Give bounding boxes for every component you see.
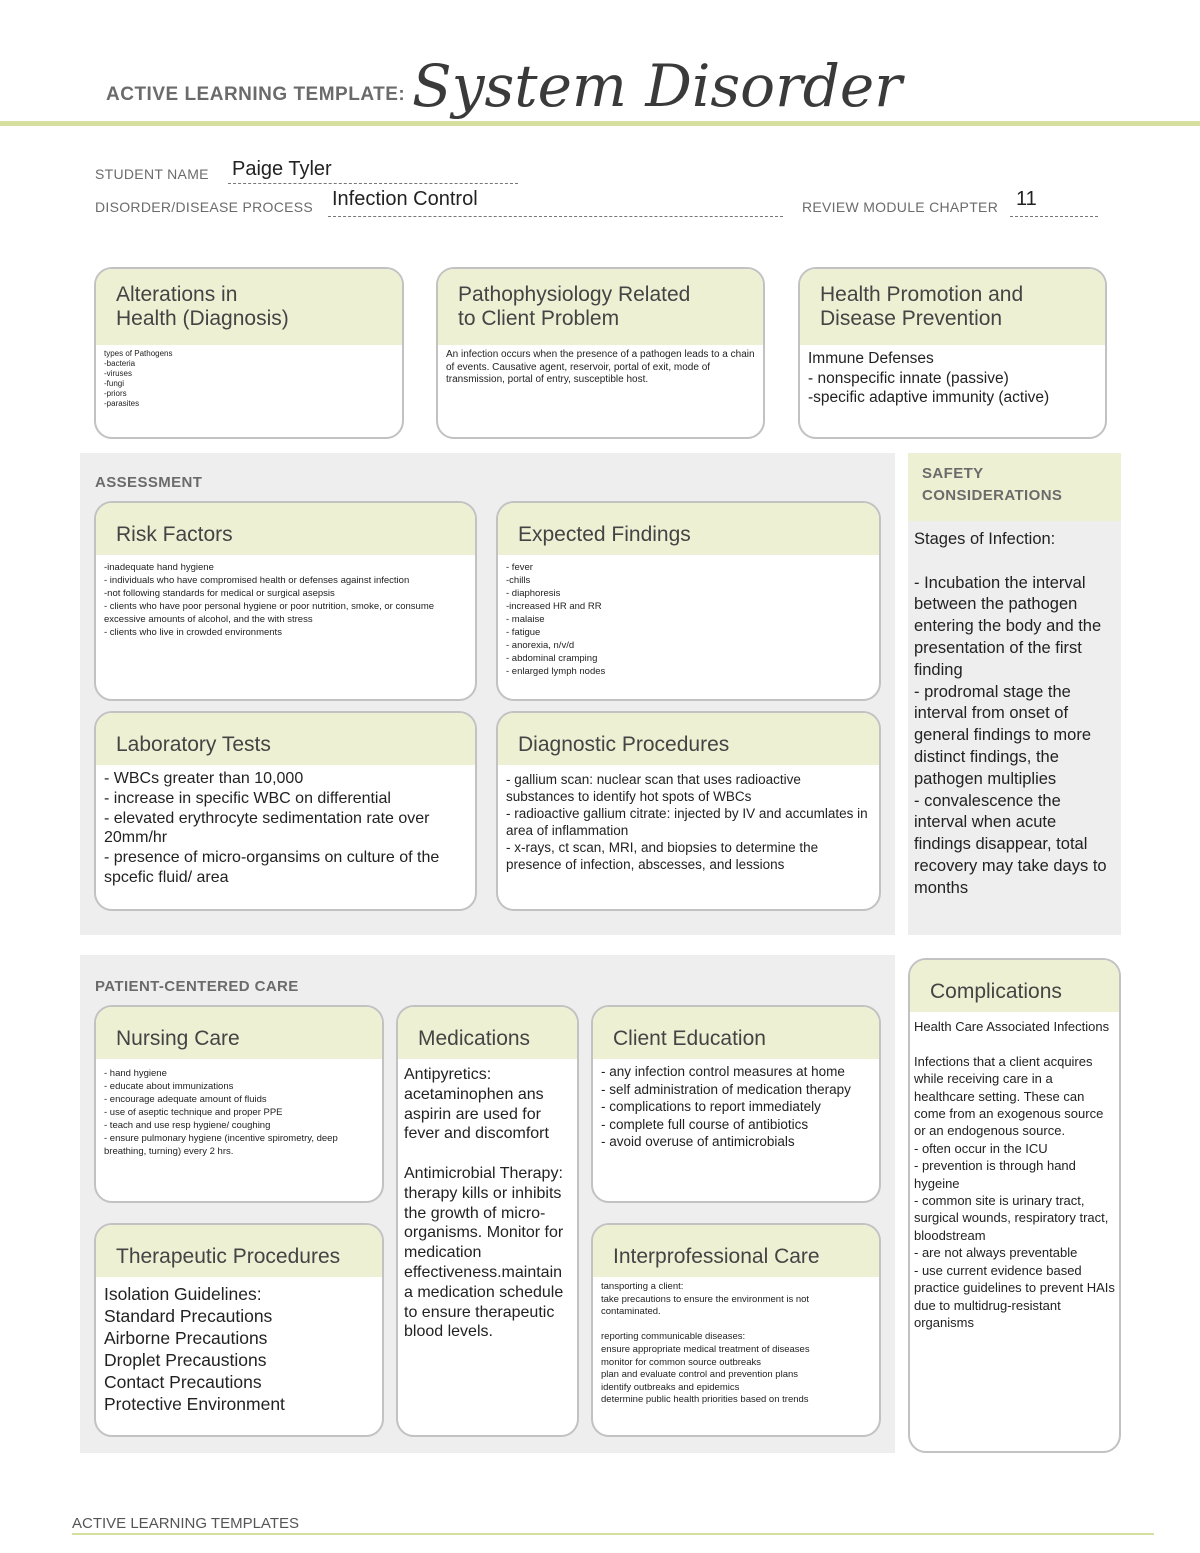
therapeutic-procedures-box xyxy=(94,1223,384,1437)
diagnostic-procedures-box xyxy=(496,711,881,911)
pathophysiology-body[interactable]: An infection occurs when the presence of a pathogen leads to a chain of events. Causative agent, reservoir, portal of exit, mode of transmission, portal of entry, susceptible host. xyxy=(446,349,755,385)
risk-factors-title: Risk Factors xyxy=(96,503,475,555)
risk-factors-box xyxy=(94,501,477,701)
page-title: System Disorder xyxy=(412,52,902,120)
complications-box xyxy=(908,958,1121,1453)
medications-box xyxy=(396,1005,579,1437)
expected-findings-box xyxy=(496,501,881,701)
health-promotion-body[interactable]: Immune Defenses - nonspecific innate (passive) -specific adaptive immunity (active) xyxy=(808,350,1050,406)
complications-title: Complications xyxy=(910,960,1119,1012)
interprofessional-care-body[interactable]: tansporting a client: take precautions to ensure the environment is not contaminated. reporting communicable diseases: ensure appropriate medical treatment of diseases monitor for common source outbreaks plan and evaluate control and prevention plans identify outbreaks and epidemics determine public health priorities based on trends xyxy=(601,1281,810,1406)
alterations-body[interactable]: types of Pathogens -bacteria -viruses -fungi -priors -parasites xyxy=(104,349,173,408)
nursing-care-title: Nursing Care xyxy=(96,1007,382,1059)
diagnostic-procedures-title: Diagnostic Procedures xyxy=(498,713,879,765)
medications-body[interactable]: Antipyretics: acetaminophen ans aspirin are used for fever and discomfort Antimicrobial Therapy: therapy kills or inhibits the growth of micro-organisms. Monitor for medication effectiveness.maintain a medication schedule to ensure therapeutic blood levels. xyxy=(404,1066,564,1341)
client-education-title: Client Education xyxy=(593,1007,879,1059)
alterations-box xyxy=(94,267,404,439)
footer-divider xyxy=(72,1533,1154,1535)
pathophysiology-box xyxy=(436,267,765,439)
template-label: ACTIVE LEARNING TEMPLATE: xyxy=(106,84,406,105)
disorder-label: DISORDER/DISEASE PROCESS xyxy=(95,199,314,215)
expected-findings-body[interactable]: - fever -chills - diaphoresis -increased HR and RR - malaise - fatigue - anorexia, n/v/d - abdominal cramping - enlarged lymph nodes xyxy=(506,562,606,677)
lab-tests-box xyxy=(94,711,477,911)
risk-factors-body[interactable]: -inadequate hand hygiene - individuals who have compromised health or defenses against infection -not following standards for medical or surgical asepsis - clients who have poor personal hygiene or poor nutrition, smoke, or consume excessive amounts of alcohol, and the with stress - clients who live in crowded environments xyxy=(104,562,435,638)
therapeutic-procedures-title: Therapeutic Procedures xyxy=(96,1225,382,1277)
health-promotion-box xyxy=(798,267,1107,439)
lab-tests-title: Laboratory Tests xyxy=(96,713,475,765)
interprofessional-care-title: Interprofessional Care xyxy=(593,1225,879,1277)
disorder-field[interactable]: Infection Control xyxy=(332,188,478,210)
health-promotion-title: Health Promotion and Disease Prevention xyxy=(800,269,1105,345)
safety-panel xyxy=(908,453,1121,935)
complications-body[interactable]: Health Care Associated Infections Infections that a client acquires while receiving care in a healthcare setting. These can come from an exogenous source or an endogenous source. - often occur in the ICU - prevention is through hand hygeine - common site is urinary tract, surgical wounds, respiratory tract, bloodstream - are not always preventable - use current evidence based practice guidelines to prevent HAIs due to multidrug-resistant organisms xyxy=(914,1019,1115,1330)
client-education-body[interactable]: - any infection control measures at home - self administration of medication therapy - complications to report immediately - complete full course of antibiotics - avoid overuse of antimicrobials xyxy=(601,1064,851,1149)
chapter-line xyxy=(1010,216,1098,217)
safety-title: SAFETY CONSIDERATIONS xyxy=(908,453,1121,521)
nursing-care-box xyxy=(94,1005,384,1203)
pathophysiology-title: Pathophysiology Related to Client Problem xyxy=(438,269,763,345)
nursing-care-body[interactable]: - hand hygiene - educate about immunizations - encourage adequate amount of fluids - use of aseptic technique and proper PPE - teach and use resp hygiene/ coughing - ensure pulmonary hygiene (incentive spirometry, deep breathing, turning) every 2 hrs. xyxy=(104,1068,338,1157)
patient-care-label: PATIENT-CENTERED CARE xyxy=(95,978,299,995)
medications-title: Medications xyxy=(398,1007,577,1059)
chapter-field[interactable]: 11 xyxy=(1016,188,1037,210)
alterations-title: Alterations in Health (Diagnosis) xyxy=(96,269,402,345)
student-name-line xyxy=(228,183,518,184)
safety-body[interactable]: Stages of Infection: - Incubation the interval between the pathogen entering the body and the presentation of the first finding - prodromal stage the interval from onset of general findings to more distinct findings, the pathogen multiplies - convalescence the interval when acute findings disappear, total recovery may take days to months xyxy=(914,530,1107,897)
interprofessional-care-box xyxy=(591,1223,881,1437)
chapter-label: REVIEW MODULE CHAPTER xyxy=(802,199,999,215)
lab-tests-body[interactable]: - WBCs greater than 10,000 - increase in specific WBC on differential - elevated erythrocyte sedimentation rate over 20mm/hr - presence of micro-organsims on culture of the spcefic fluid/ area xyxy=(104,770,440,886)
student-name-field[interactable]: Paige Tyler xyxy=(232,158,332,180)
therapeutic-procedures-body[interactable]: Isolation Guidelines: Standard Precautions Airborne Precautions Droplet Precaustions Contact Precautions Protective Environment xyxy=(104,1284,285,1414)
diagnostic-procedures-body[interactable]: - gallium scan: nuclear scan that uses radioactive substances to identify hot spots of WBCs - radioactive gallium citrate: injected by IV and accumlates in area of inflammation - x-rays, ct scan, MRI, and biopsies to determine the presence of infection, abscesses, and lessions xyxy=(506,772,868,872)
header-divider xyxy=(0,121,1200,126)
assessment-label: ASSESSMENT xyxy=(95,474,203,491)
expected-findings-title: Expected Findings xyxy=(498,503,879,555)
student-name-label: STUDENT NAME xyxy=(95,166,209,182)
client-education-box xyxy=(591,1005,881,1203)
disorder-line xyxy=(328,216,783,217)
footer-label: ACTIVE LEARNING TEMPLATES xyxy=(72,1515,299,1532)
